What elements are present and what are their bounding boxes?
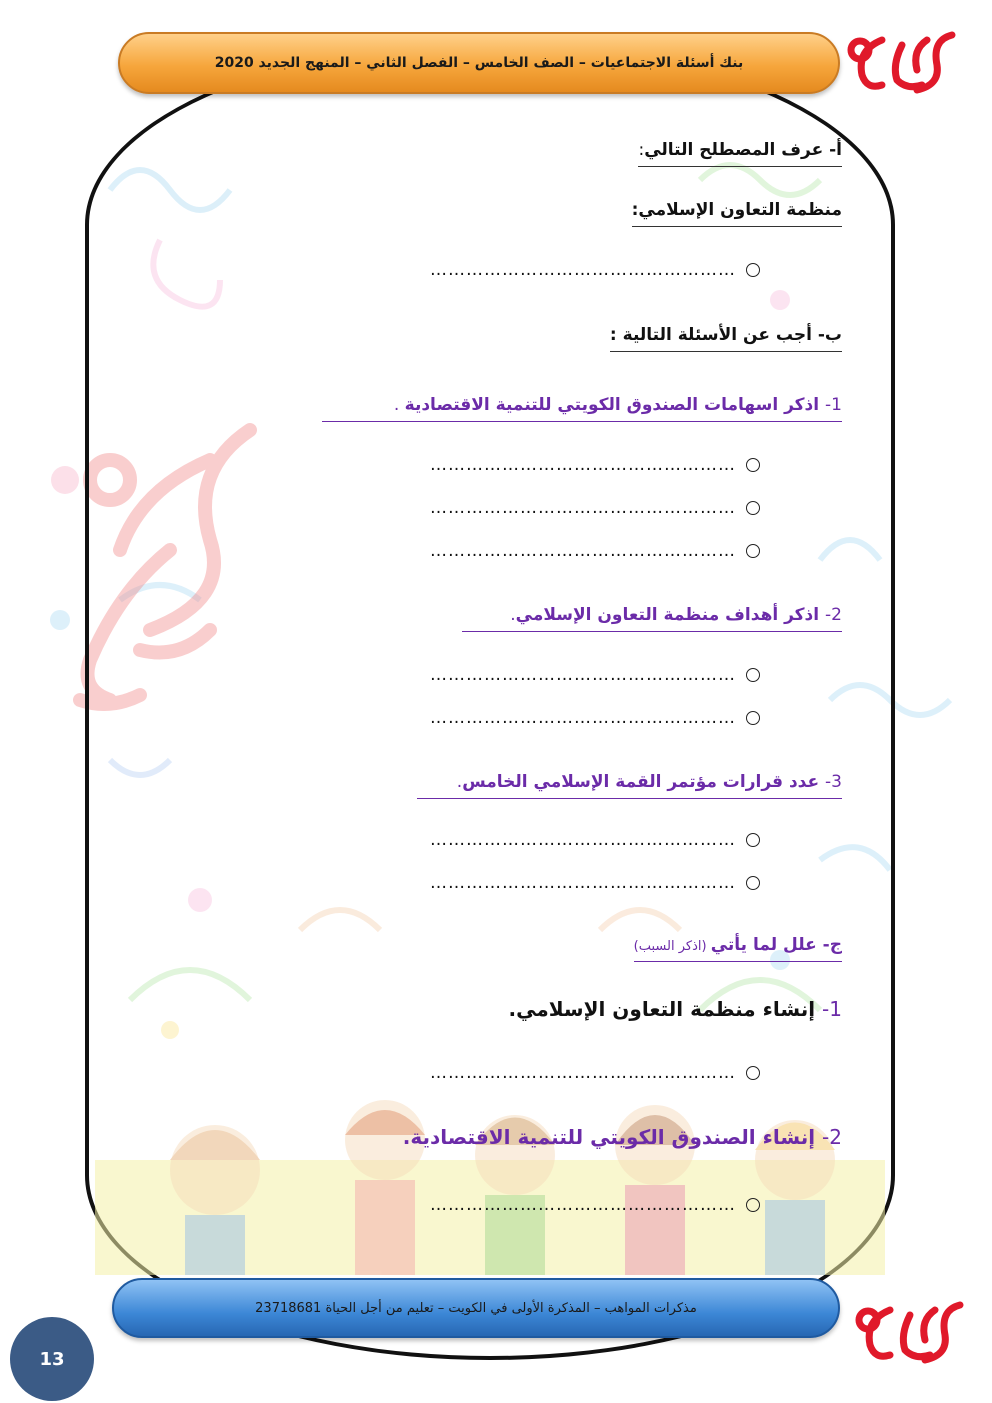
dotted-line: …………………………………………… [430,455,736,475]
reason-2-text: إنشاء الصندوق الكويتي للتنمية الاقتصادية. [402,1125,823,1149]
question-2 [462,605,842,632]
answer-line[interactable] [240,260,760,284]
reason-2-number: 2- [822,1125,842,1149]
reason-1 [509,997,842,1021]
circle-bullet-icon [746,668,760,682]
question-1-text: اذكر اسهامات الصندوق الكويتي للتنمية الاقتصادية [404,395,820,415]
dotted-line: …………………………………………… [430,873,736,893]
section-a-title: أ- عرف المصطلح التالي [644,140,842,160]
section-a-title-suffix: : [638,140,645,160]
question-1-end: . [393,395,405,415]
answer-line[interactable] [240,541,760,565]
section-c-title: ج- علل لما يأتي [710,935,842,955]
dotted-line: …………………………………………… [430,830,736,850]
dotted-line: …………………………………………… [430,1195,736,1215]
circle-bullet-icon [746,876,760,890]
circle-bullet-icon [746,1066,760,1080]
dotted-line: …………………………………………… [430,541,736,561]
reason-1-text: إنشاء منظمة التعاون الإسلامي. [508,997,823,1021]
circle-bullet-icon [746,711,760,725]
question-3-text: عدد قرارات مؤتمر القمة الإسلامي الخامس [462,772,820,792]
dotted-line: …………………………………………… [430,498,736,518]
section-c-heading [634,935,842,962]
question-2-number: 2- [825,605,842,625]
page-number-text: 13 [39,1348,65,1370]
term-text: منظمة التعاون الإسلامي: [631,200,842,220]
footer-text: مذكرات المواهب – المذكرة الأولى في الكويت – تعليم من أجل الحياة 23718681 [255,1300,697,1316]
answer-line[interactable] [240,498,760,522]
question-3 [417,772,842,799]
circle-bullet-icon [746,263,760,277]
term-heading [632,200,842,227]
question-2-text: اذكر أهداف منظمة التعاون الإسلامي [515,605,820,625]
question-3-number: 3- [825,772,842,792]
dotted-line: …………………………………………… [430,1063,736,1083]
reason-1-number: 1- [822,997,842,1021]
question-1-number: 1- [825,395,842,415]
section-b-title: ب- أجب عن الأسئلة التالية : [609,325,842,345]
dotted-line: …………………………………………… [430,260,736,280]
page-number [10,1317,94,1401]
circle-bullet-icon [746,833,760,847]
circle-bullet-icon [746,1198,760,1212]
dotted-line: …………………………………………… [430,665,736,685]
question-3-end: . [456,772,463,792]
answer-line[interactable] [240,873,760,897]
circle-bullet-icon [746,501,760,515]
question-1 [322,395,842,422]
mawaheb-logo-footer [850,1290,975,1370]
section-c-note: (اذكر السبب) [633,939,711,954]
circle-bullet-icon [746,458,760,472]
reason-2 [403,1125,842,1149]
answer-line[interactable] [240,830,760,854]
answer-line[interactable] [240,708,760,732]
question-2-end: . [510,605,516,625]
dotted-line: …………………………………………… [430,708,736,728]
section-b-heading [610,325,842,352]
answer-line[interactable] [240,1063,760,1087]
answer-line[interactable] [240,1195,760,1219]
circle-bullet-icon [746,544,760,558]
section-a-heading [638,140,842,167]
answer-line[interactable] [240,455,760,479]
header-title: بنك أسئلة الاجتماعيات – الصف الخامس – الفصل الثاني – المنهج الجديد 2020 [214,55,744,71]
footer-banner [112,1278,840,1338]
answer-line[interactable] [240,665,760,689]
